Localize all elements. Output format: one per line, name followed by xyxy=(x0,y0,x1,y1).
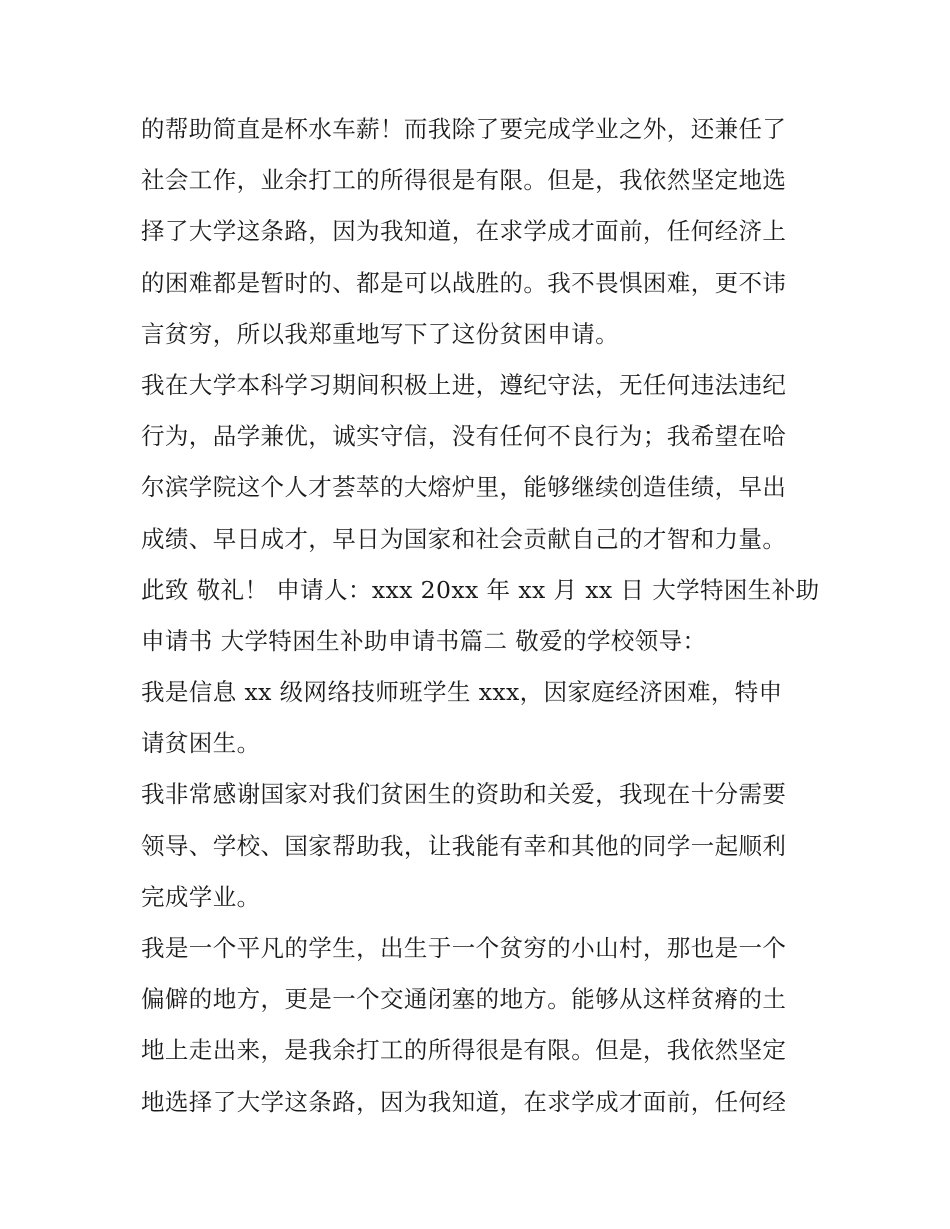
text-line: 我非常感谢国家对我们贫困生的资助和关爱，我现在十分需要 xyxy=(141,780,787,809)
text-line: 我是信息 xx 级网络技师班学生 xxx，因家庭经济困难，特申 xyxy=(141,678,783,707)
text-line: 地上走出来，是我余打工的所得很是有限。但是，我依然坚定 xyxy=(141,1036,787,1065)
text-line: 社会工作，业余打工的所得很是有限。但是，我依然坚定地选 xyxy=(141,166,787,195)
text-line: 的困难都是暂时的、都是可以战胜的。我不畏惧困难，更不讳 xyxy=(141,268,787,297)
text-line: 领导、学校、国家帮助我，让我能有幸和其他的同学一起顺利 xyxy=(141,831,787,860)
text-line: 偏僻的地方，更是一个交通闭塞的地方。能够从这样贫瘠的土 xyxy=(141,985,787,1014)
text-line: 的帮助简直是杯水车薪！而我除了要完成学业之外，还兼任了 xyxy=(141,115,787,143)
document-body xyxy=(141,104,821,1128)
text-line: 成绩、早日成才，早日为国家和社会贡献自己的才智和力量。 xyxy=(141,524,787,553)
text-line: 行为，品学兼优，诚实守信，没有任何不良行为；我希望在哈 xyxy=(141,422,787,451)
text-line: 完成学业。 xyxy=(141,882,261,911)
text-line: 此致 敬礼！ 申请人：xxx 20xx 年 xx 月 xx 日 大学特困生补助 xyxy=(141,575,820,604)
text-line: 言贫穷，所以我郑重地写下了这份贫困申请。 xyxy=(141,319,619,348)
text-line: 尔滨学院这个人才荟萃的大熔炉里，能够继续创造佳绩，早出 xyxy=(141,473,787,502)
text-line: 地选择了大学这条路，因为我知道，在求学成才面前，任何经 xyxy=(141,1087,787,1116)
text-line: 请贫困生。 xyxy=(141,729,261,758)
text-line: 我是一个平凡的学生，出生于一个贫穷的小山村，那也是一个 xyxy=(141,934,787,962)
text-line: 我在大学本科学习期间积极上进，遵纪守法，无任何违法违纪 xyxy=(141,370,787,399)
text-line: 择了大学这条路，因为我知道，在求学成才面前，任何经济上 xyxy=(141,217,787,246)
text-line: 申请书 大学特困生补助申请书篇二 敬爱的学校领导： xyxy=(141,626,707,655)
